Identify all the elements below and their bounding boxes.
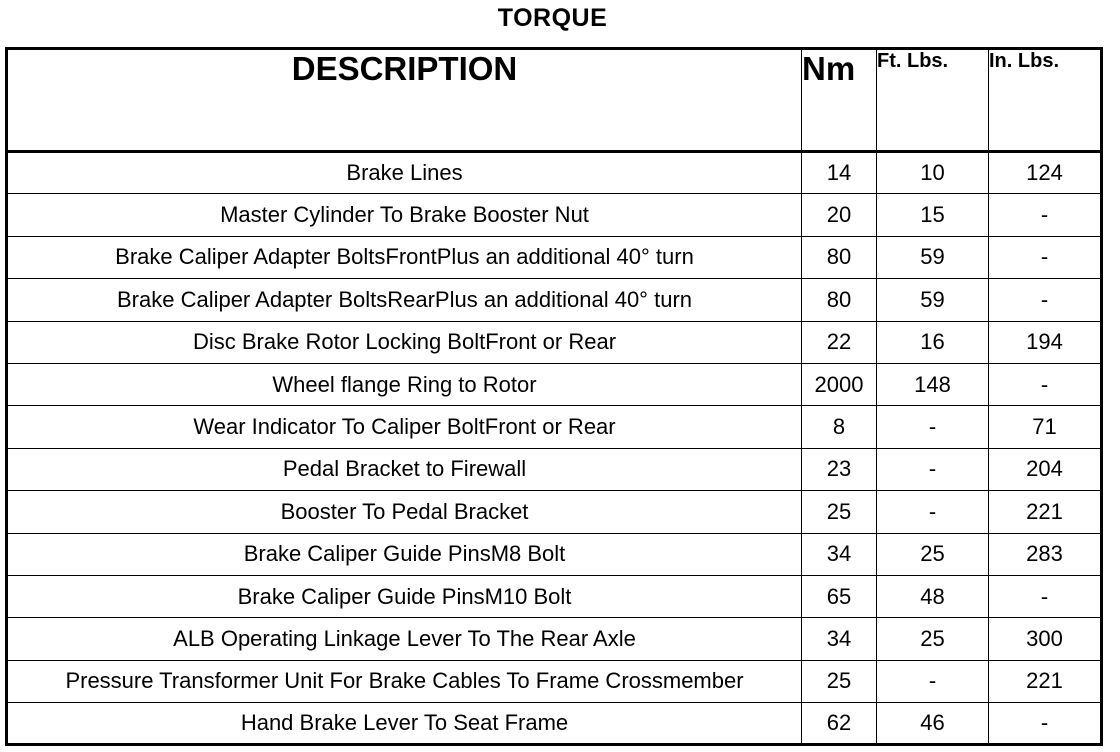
torque-table bbox=[5, 47, 1103, 746]
cell-description: Brake Caliper Guide PinsM10 Bolt bbox=[7, 575, 802, 617]
cell-description: Disc Brake Rotor Locking BoltFront or Rear bbox=[7, 321, 802, 363]
cell-ft-lbs: 59 bbox=[877, 236, 989, 278]
cell-in-lbs: 221 bbox=[989, 660, 1102, 702]
table-row bbox=[7, 660, 1102, 702]
header-in-lbs: In. Lbs. bbox=[989, 49, 1102, 152]
cell-ft-lbs: - bbox=[877, 491, 989, 533]
table-row bbox=[7, 152, 1102, 194]
cell-ft-lbs: 48 bbox=[877, 575, 989, 617]
cell-in-lbs: 204 bbox=[989, 448, 1102, 490]
table-row bbox=[7, 491, 1102, 533]
header-row bbox=[7, 49, 1102, 152]
cell-ft-lbs: 15 bbox=[877, 194, 989, 236]
cell-ft-lbs: - bbox=[877, 660, 989, 702]
cell-description: ALB Operating Linkage Lever To The Rear Axle bbox=[7, 618, 802, 660]
cell-description: Wheel flange Ring to Rotor bbox=[7, 363, 802, 405]
cell-ft-lbs: 59 bbox=[877, 279, 989, 321]
table-row bbox=[7, 703, 1102, 745]
cell-in-lbs: 194 bbox=[989, 321, 1102, 363]
cell-in-lbs: 124 bbox=[989, 152, 1102, 194]
cell-nm: 62 bbox=[802, 703, 877, 745]
cell-nm: 65 bbox=[802, 575, 877, 617]
cell-nm: 34 bbox=[802, 533, 877, 575]
cell-in-lbs: 283 bbox=[989, 533, 1102, 575]
cell-description: Master Cylinder To Brake Booster Nut bbox=[7, 194, 802, 236]
cell-description: Brake Caliper Guide PinsM8 Bolt bbox=[7, 533, 802, 575]
cell-nm: 20 bbox=[802, 194, 877, 236]
table-header bbox=[7, 49, 1102, 152]
cell-in-lbs: 71 bbox=[989, 406, 1102, 448]
table-row bbox=[7, 448, 1102, 490]
cell-ft-lbs: 25 bbox=[877, 618, 989, 660]
cell-ft-lbs: 10 bbox=[877, 152, 989, 194]
cell-description: Brake Lines bbox=[7, 152, 802, 194]
table-row bbox=[7, 533, 1102, 575]
cell-description: Pedal Bracket to Firewall bbox=[7, 448, 802, 490]
cell-ft-lbs: - bbox=[877, 448, 989, 490]
cell-nm: 80 bbox=[802, 236, 877, 278]
table-row bbox=[7, 575, 1102, 617]
table-row bbox=[7, 279, 1102, 321]
cell-in-lbs: - bbox=[989, 279, 1102, 321]
page-title: TORQUE bbox=[497, 4, 608, 32]
cell-in-lbs: 221 bbox=[989, 491, 1102, 533]
cell-description: Wear Indicator To Caliper BoltFront or Rear bbox=[7, 406, 802, 448]
header-ft-lbs: Ft. Lbs. bbox=[877, 49, 989, 152]
cell-in-lbs: - bbox=[989, 363, 1102, 405]
table-row bbox=[7, 321, 1102, 363]
cell-nm: 2000 bbox=[802, 363, 877, 405]
cell-in-lbs: 300 bbox=[989, 618, 1102, 660]
cell-nm: 8 bbox=[802, 406, 877, 448]
table-row bbox=[7, 363, 1102, 405]
cell-nm: 25 bbox=[802, 660, 877, 702]
header-description: DESCRIPTION bbox=[7, 49, 802, 152]
table-body bbox=[7, 152, 1102, 745]
cell-ft-lbs: 16 bbox=[877, 321, 989, 363]
cell-description: Brake Caliper Adapter BoltsRearPlus an additional 40° turn bbox=[7, 279, 802, 321]
header-nm: Nm bbox=[802, 49, 877, 152]
table-row bbox=[7, 194, 1102, 236]
cell-in-lbs: - bbox=[989, 703, 1102, 745]
cell-nm: 23 bbox=[802, 448, 877, 490]
table-row bbox=[7, 618, 1102, 660]
cell-description: Hand Brake Lever To Seat Frame bbox=[7, 703, 802, 745]
cell-nm: 22 bbox=[802, 321, 877, 363]
cell-description: Brake Caliper Adapter BoltsFrontPlus an additional 40° turn bbox=[7, 236, 802, 278]
cell-nm: 34 bbox=[802, 618, 877, 660]
cell-nm: 25 bbox=[802, 491, 877, 533]
cell-ft-lbs: 25 bbox=[877, 533, 989, 575]
cell-ft-lbs: 148 bbox=[877, 363, 989, 405]
cell-nm: 14 bbox=[802, 152, 877, 194]
cell-in-lbs: - bbox=[989, 236, 1102, 278]
cell-in-lbs: - bbox=[989, 194, 1102, 236]
table-row bbox=[7, 406, 1102, 448]
cell-in-lbs: - bbox=[989, 575, 1102, 617]
cell-nm: 80 bbox=[802, 279, 877, 321]
cell-ft-lbs: 46 bbox=[877, 703, 989, 745]
table-row bbox=[7, 236, 1102, 278]
cell-description: Booster To Pedal Bracket bbox=[7, 491, 802, 533]
cell-ft-lbs: - bbox=[877, 406, 989, 448]
cell-description: Pressure Transformer Unit For Brake Cables To Frame Crossmember bbox=[7, 660, 802, 702]
